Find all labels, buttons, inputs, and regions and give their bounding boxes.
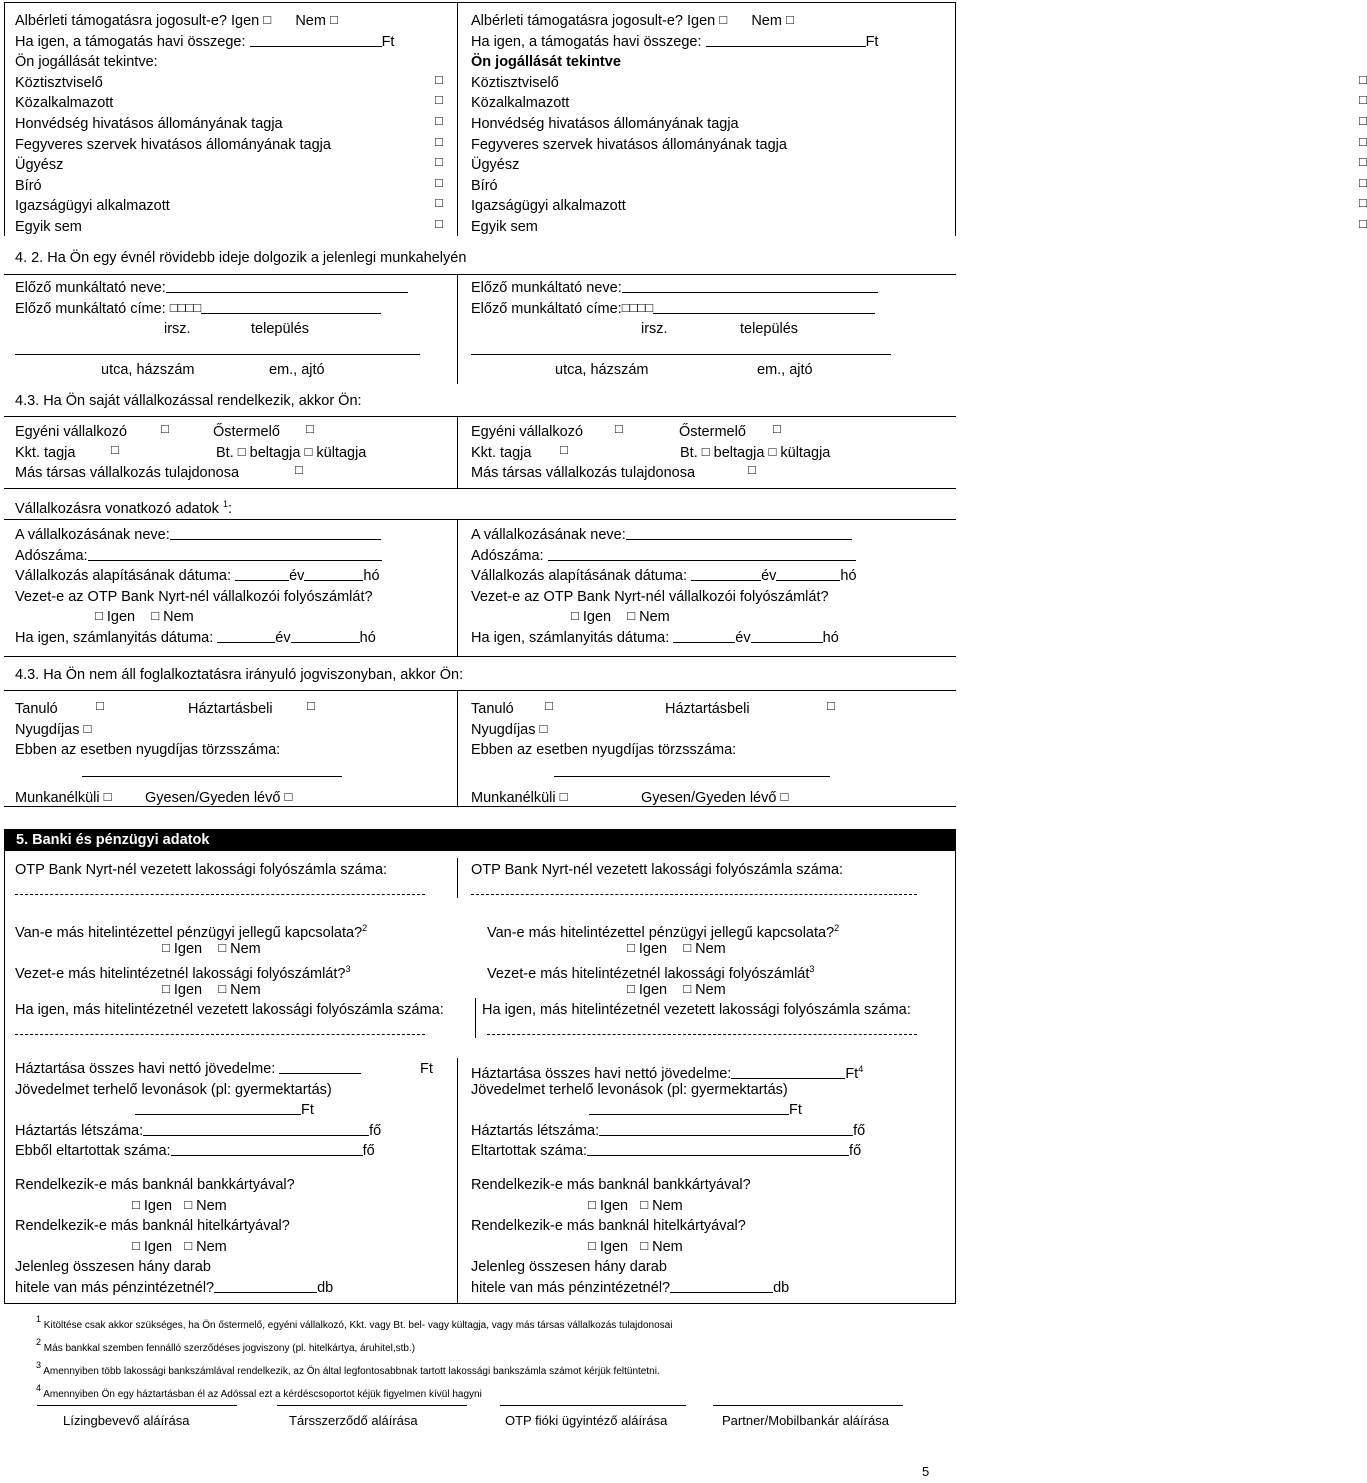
- other-account-field[interactable]: [487, 1023, 917, 1035]
- prev-employer-name-field[interactable]: [166, 279, 408, 293]
- s5-other-bank-left: Van-e más hitelintézettel pénzügyi jellegű kapcsolata?$^2$ □ Igen □ Nem Vezet-e más hitelintézetnél lakossági folyószámlát?$^3$ □ Igen □ Nem Ha igen, más hitelintézetnél vezetett lakossági folyószámla száma:: [15, 918, 445, 1042]
- business-name-field[interactable]: [170, 526, 381, 540]
- jog-label: Ön jogállását tekintve: [471, 54, 621, 71]
- checkbox[interactable]: □: [1359, 195, 1367, 211]
- checkbox[interactable]: □: [1359, 92, 1367, 108]
- rule: [4, 519, 956, 520]
- rule: [4, 690, 956, 691]
- checkbox[interactable]: □: [435, 112, 443, 128]
- igen-checkbox[interactable]: □: [95, 608, 103, 624]
- nem-checkbox[interactable]: □: [218, 939, 227, 955]
- month-field[interactable]: [304, 567, 363, 581]
- checkbox[interactable]: □: [435, 195, 443, 211]
- income-field[interactable]: [279, 1060, 361, 1074]
- column-divider: [457, 858, 458, 898]
- checkbox[interactable]: □: [1359, 133, 1367, 149]
- footnotes: 1 Kitöltése csak akkor szükséges, ha Ön őstermelő, egyéni vállalkozó, Kkt. vagy Bt. bel- vagy kültagja, vagy más társas vállalkozás tulajdonosai 2 Más bankkal szemben fennálló szerződéses jogviszony (pl. hitelkártya, áruhitel,stb.) 3 Amennyiben több lakossági bankszámlával rendelkezik, az Ön által legfontosabbnak tartott lakossági bankszámla számot kérjük feltüntetni. 4 Amennyiben Ön egy háztartásban él az Adóssal ezt a kérdéscsoportot kéjük figyelmen kívül hagyni: [36, 1314, 673, 1400]
- nem-checkbox[interactable]: □: [329, 12, 338, 27]
- s43-right: Egyéni vállalkozó □ Őstermelő □ Kkt. tagja □ Bt. □ beltagja □ kültagja Más társas vállalkozás tulajdonosa □: [471, 421, 831, 482]
- igen-checkbox[interactable]: □: [132, 1196, 140, 1212]
- nem-checkbox[interactable]: □: [184, 1196, 193, 1212]
- checkbox[interactable]: □: [284, 788, 293, 804]
- checkbox[interactable]: □: [304, 443, 313, 459]
- rule: [4, 656, 956, 657]
- checkbox[interactable]: □: [307, 698, 315, 713]
- account-number-field[interactable]: [471, 883, 917, 895]
- section-5-header: 5. Banki és pénzügyi adatok: [4, 829, 956, 851]
- s5-other-bank-right: Van-e más hitelintézettel pénzügyi jellegű kapcsolata?$^2$ □ Igen □ Nem Vezet-e más hitelintézetnél lakossági folyószámlát$^3$ □ Igen □ Nem Ha igen, más hitelintézetnél vezetett lakossági folyószámla száma:: [487, 918, 957, 1042]
- account-number-field[interactable]: [15, 883, 425, 895]
- nem-checkbox[interactable]: □: [785, 12, 794, 27]
- street-field[interactable]: [471, 345, 891, 355]
- checkbox[interactable]: □: [435, 92, 443, 108]
- column-divider: [457, 519, 458, 656]
- s42-left: Előző munkáltató neve: Előző munkáltató címe: □□□□ irsz. település utca, házszám em., ajtó: [15, 278, 445, 381]
- checkbox[interactable]: □: [559, 788, 568, 804]
- signature-label: Partner/Mobilbankár aláírása: [722, 1413, 889, 1428]
- column-divider: [475, 998, 476, 1038]
- checkbox[interactable]: □: [306, 421, 314, 436]
- s5-income-left: Háztartása összes havi nettó jövedelme: Ft Jövedelmet terhelő levonások (pl: gyermektartás) Ft Háztartás létszáma: fő Ebből eltartottak száma: fő: [15, 1061, 433, 1160]
- rule: [4, 416, 956, 417]
- address-field[interactable]: [653, 300, 875, 314]
- igen-checkbox[interactable]: □: [588, 1196, 596, 1212]
- s5-cards-right: Rendelkezik-e más banknál bankkártyával? □ Igen □ Nem Rendelkezik-e más banknál hitelkártyával? □ Igen □ Nem Jelenleg összesen hány darab hitele van más pénzintézetnél? db: [471, 1177, 790, 1296]
- tax-number-field[interactable]: [88, 547, 382, 561]
- nem-checkbox[interactable]: □: [184, 1237, 193, 1253]
- household-size-field[interactable]: [143, 1122, 369, 1136]
- checkbox[interactable]: □: [1359, 112, 1367, 128]
- deduction-field[interactable]: [589, 1101, 789, 1115]
- checkbox[interactable]: □: [1359, 174, 1367, 190]
- column-divider: [457, 416, 458, 488]
- nem-checkbox[interactable]: □: [683, 980, 692, 996]
- checkbox[interactable]: □: [435, 71, 443, 87]
- zip-boxes[interactable]: □□□□: [621, 299, 654, 315]
- igen-checkbox[interactable]: □: [627, 980, 635, 996]
- dependents-field[interactable]: [171, 1142, 363, 1156]
- s42-right: Előző munkáltató neve: Előző munkáltató címe:□□□□ irsz. település utca, házszám em., ajtó: [471, 278, 941, 381]
- checkbox[interactable]: □: [827, 698, 835, 713]
- month-field[interactable]: [776, 567, 840, 581]
- nem-checkbox[interactable]: □: [627, 608, 636, 624]
- checkbox[interactable]: □: [161, 421, 169, 436]
- address-field[interactable]: [201, 300, 381, 314]
- signature-line[interactable]: [37, 1405, 237, 1406]
- s43b-right: Tanuló □ Háztartásbeli □ Nyugdíjas □ Ebben az esetben nyugdíjas törzsszáma: Munkanélküli □ Gyesen/Gyeden lévő □: [471, 698, 835, 806]
- tax-number-field[interactable]: [548, 547, 856, 561]
- checkbox[interactable]: □: [748, 462, 756, 478]
- frame-bottom: [4, 1303, 956, 1304]
- checkbox[interactable]: □: [560, 441, 568, 457]
- igen-checkbox[interactable]: □: [162, 980, 170, 996]
- loan-count-field[interactable]: [670, 1279, 773, 1293]
- street-field[interactable]: [15, 345, 420, 355]
- nem-checkbox[interactable]: □: [640, 1196, 649, 1212]
- igen-checkbox[interactable]: □: [132, 1237, 140, 1253]
- checkbox[interactable]: □: [237, 443, 246, 459]
- rule: [4, 274, 956, 275]
- signature-label: Lízingbevevő aláírása: [63, 1413, 190, 1428]
- igen-checkbox[interactable]: □: [588, 1237, 596, 1253]
- checkbox[interactable]: □: [1359, 215, 1367, 231]
- s5-otp-left: OTP Bank Nyrt-nél vezetett lakossági folyószámla száma:: [15, 860, 445, 901]
- checkbox[interactable]: □: [615, 421, 623, 436]
- month-field[interactable]: [751, 629, 823, 643]
- frame-left: [4, 829, 5, 1304]
- checkbox[interactable]: □: [435, 154, 443, 170]
- amount-field[interactable]: [706, 33, 866, 47]
- deduction-field[interactable]: [135, 1101, 301, 1115]
- checkbox[interactable]: □: [435, 174, 443, 190]
- checkbox[interactable]: □: [539, 720, 548, 736]
- checkbox[interactable]: □: [1359, 154, 1367, 170]
- signature-label: Társszerződő aláírása: [289, 1413, 418, 1428]
- other-account-field[interactable]: [15, 1023, 425, 1035]
- business-name-field[interactable]: [626, 526, 852, 540]
- zip-boxes[interactable]: □□□□: [169, 299, 202, 315]
- checkbox[interactable]: □: [435, 133, 443, 149]
- signature-line[interactable]: [713, 1405, 903, 1406]
- vallalkozas-adatok-title: Vállalkozásra vonatkozó adatok $^1$:: [15, 499, 233, 517]
- frame-left: [4, 2, 5, 236]
- torzsszam-field[interactable]: [554, 763, 830, 777]
- amount-field[interactable]: [250, 33, 382, 47]
- igen-checkbox[interactable]: □: [571, 608, 579, 624]
- jog-label: Ön jogállását tekintve:: [15, 54, 158, 71]
- s5-otp-right: OTP Bank Nyrt-nél vezetett lakossági folyószámla száma:: [471, 860, 941, 901]
- s5-income-right: Háztartása összes havi nettó jövedelme: Ft$^4$ Jövedelmet terhelő levonások (pl: gyermektartás) Ft Háztartás létszáma: fő Eltartottak száma: fő: [471, 1064, 866, 1160]
- checkbox[interactable]: □: [545, 698, 553, 713]
- checkbox[interactable]: □: [701, 443, 710, 459]
- frame-right: [955, 829, 956, 1304]
- business-right: A vállalkozásának neve: Adószáma: Vállalkozás alapításának dátuma: év hó Vezet-e az OTP Bank Nyrt-nél vállalkozói folyószámlát? □ Igen □ Nem Ha igen, számlanyitás dátuma: év hó: [471, 527, 857, 646]
- igen-checkbox[interactable]: □: [719, 12, 728, 27]
- checkbox[interactable]: □: [103, 788, 112, 804]
- checkbox[interactable]: □: [83, 720, 92, 736]
- rule: [4, 806, 956, 807]
- nem-checkbox[interactable]: □: [640, 1237, 649, 1253]
- page-number: 5: [922, 1464, 930, 1479]
- dependents-field[interactable]: [587, 1142, 849, 1156]
- section-4-3-title: 4.3. Ha Ön saját vállalkozással rendelkezik, akkor Ön:: [15, 393, 362, 409]
- nem-checkbox[interactable]: □: [683, 939, 692, 955]
- signature-label: OTP fióki ügyintéző aláírása: [505, 1413, 668, 1428]
- checkbox[interactable]: □: [780, 788, 789, 804]
- igen-checkbox[interactable]: □: [162, 939, 170, 955]
- prev-employer-name-field[interactable]: [622, 279, 878, 293]
- income-field[interactable]: [731, 1065, 845, 1079]
- torzsszam-field[interactable]: [82, 763, 342, 777]
- section-4-2-title: 4. 2. Ha Ön egy évnél rövidebb ideje dolgozik a jelenlegi munkahelyén: [15, 250, 467, 266]
- frame-right: [955, 2, 956, 236]
- checkbox[interactable]: □: [96, 698, 104, 713]
- signature-line[interactable]: [500, 1405, 686, 1406]
- top-right-block: Albérleti támogatásra jogosult-e? Igen □ Nem □ Ha igen, a támogatás havi összege: Ft Ön jogállását tekintve Köztisztviselő □ Közalkalmazott □ Honvédség hivatásos állományának tagja □ Fegyveres szervek hivatásos állományának tagja □ Ügyész □ Bíró □ Igazságügyi alkalmazott □ Egyik sem □: [471, 12, 1367, 235]
- column-divider: [457, 690, 458, 806]
- column-divider: [457, 2, 458, 236]
- signature-line[interactable]: [277, 1405, 467, 1406]
- household-size-field[interactable]: [599, 1122, 853, 1136]
- year-field[interactable]: [235, 567, 289, 581]
- column-divider: [457, 1058, 458, 1303]
- year-field[interactable]: [217, 629, 275, 643]
- month-field[interactable]: [291, 629, 360, 643]
- s43b-left: Tanuló □ Háztartásbeli □ Nyugdíjas □ Ebben az esetben nyugdíjas törzsszáma: Munkanélküli □ Gyesen/Gyeden lévő □: [15, 699, 445, 808]
- s43-left: Egyéni vállalkozó □ Őstermelő □ Kkt. tagja □ Bt. □ beltagja □ kültagja Más társas vállalkozás tulajdonosa □: [15, 421, 367, 482]
- checkbox[interactable]: □: [773, 421, 781, 436]
- column-divider: [457, 274, 458, 384]
- top-left-block: Albérleti támogatásra jogosult-e? Igen □ Nem □ Ha igen, a támogatás havi összege: Ft Ön jogállását tekintve: Köztisztviselő □ Közalkalmazott □ Honvédség hivatásos állományának tagja □ Fegyveres szervek hivatásos állományának tagja □ Ügyész □ Bíró □ Igazságügyi alkalmazott □ Egyik sem □: [15, 11, 445, 231]
- year-field[interactable]: [691, 567, 761, 581]
- igen-checkbox[interactable]: □: [627, 939, 635, 955]
- loan-count-field[interactable]: [214, 1279, 317, 1293]
- section-4-3b-title: 4.3. Ha Ön nem áll foglalkoztatásra irányuló jogviszonyban, akkor Ön:: [15, 667, 464, 683]
- checkbox[interactable]: □: [295, 462, 303, 478]
- nem-checkbox[interactable]: □: [218, 980, 227, 996]
- checkbox[interactable]: □: [435, 215, 443, 231]
- year-field[interactable]: [673, 629, 735, 643]
- checkbox[interactable]: □: [1359, 71, 1367, 87]
- rule: [4, 488, 956, 489]
- igen-checkbox[interactable]: □: [263, 12, 272, 27]
- checkbox[interactable]: □: [111, 441, 119, 457]
- s5-cards-left: Rendelkezik-e más banknál bankkártyával? □ Igen □ Nem Rendelkezik-e más banknál hitelkártyával? □ Igen □ Nem Jelenleg összesen hány darab hitele van más pénzintézetnél? db: [15, 1177, 334, 1296]
- checkbox[interactable]: □: [768, 443, 777, 459]
- business-left: A vállalkozásának neve: Adószáma: Vállalkozás alapításának dátuma: év hó Vezet-e az OTP Bank Nyrt-nél vállalkozói folyószámlát? □ Igen □ Nem Ha igen, számlanyitás dátuma: év hó: [15, 525, 445, 649]
- frame-top: [4, 2, 956, 3]
- nem-checkbox[interactable]: □: [151, 608, 160, 624]
